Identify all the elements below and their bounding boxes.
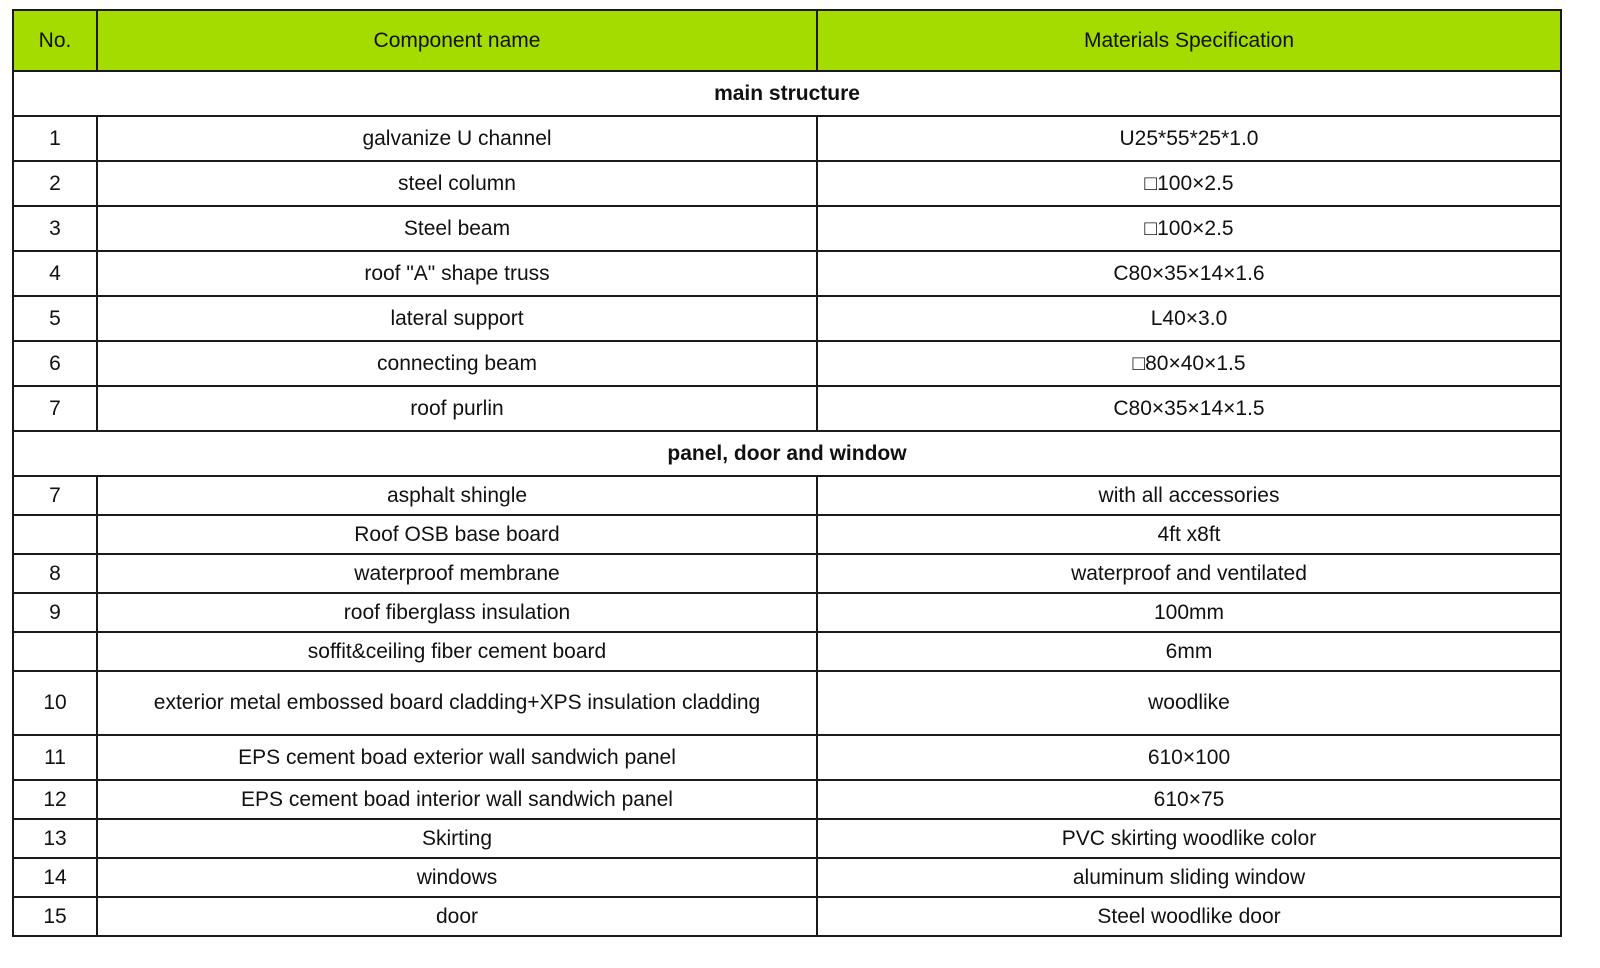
section-row-main-structure xyxy=(13,71,1561,116)
header-component-name: Component name xyxy=(97,10,817,71)
row-spec: □80×40×1.5 xyxy=(817,341,1561,386)
row-component: door xyxy=(97,897,817,936)
row-no: 12 xyxy=(13,780,97,819)
row-spec: C80×35×14×1.5 xyxy=(817,386,1561,431)
table-row xyxy=(13,161,1561,206)
table-row xyxy=(13,251,1561,296)
table-row xyxy=(13,858,1561,897)
row-no xyxy=(13,632,97,671)
header-materials-specification: Materials Specification xyxy=(817,10,1561,71)
row-spec: aluminum sliding window xyxy=(817,858,1561,897)
row-spec: waterproof and ventilated xyxy=(817,554,1561,593)
header-no: No. xyxy=(13,10,97,71)
section-title: main structure xyxy=(13,71,1561,116)
row-no: 4 xyxy=(13,251,97,296)
row-spec: 4ft x8ft xyxy=(817,515,1561,554)
row-component: soffit&ceiling fiber cement board xyxy=(97,632,817,671)
row-component: steel column xyxy=(97,161,817,206)
row-component: galvanize U channel xyxy=(97,116,817,161)
table-row xyxy=(13,341,1561,386)
row-no: 8 xyxy=(13,554,97,593)
table-row xyxy=(13,206,1561,251)
row-component: roof purlin xyxy=(97,386,817,431)
row-component: Steel beam xyxy=(97,206,817,251)
row-component: connecting beam xyxy=(97,341,817,386)
row-component: lateral support xyxy=(97,296,817,341)
table-row xyxy=(13,897,1561,936)
table-row xyxy=(13,780,1561,819)
row-no: 5 xyxy=(13,296,97,341)
row-spec: Steel woodlike door xyxy=(817,897,1561,936)
row-no: 6 xyxy=(13,341,97,386)
row-no: 3 xyxy=(13,206,97,251)
table-row xyxy=(13,116,1561,161)
row-spec: □100×2.5 xyxy=(817,206,1561,251)
row-no: 1 xyxy=(13,116,97,161)
row-component: waterproof membrane xyxy=(97,554,817,593)
row-component: roof "A" shape truss xyxy=(97,251,817,296)
table-row xyxy=(13,386,1561,431)
materials-specification-table xyxy=(12,9,1562,937)
row-component: EPS cement boad exterior wall sandwich panel xyxy=(97,735,817,780)
table-row xyxy=(13,593,1561,632)
row-no: 14 xyxy=(13,858,97,897)
table-row xyxy=(13,671,1561,735)
table-row xyxy=(13,632,1561,671)
row-component: EPS cement boad interior wall sandwich panel xyxy=(97,780,817,819)
row-spec: 610×100 xyxy=(817,735,1561,780)
table-row xyxy=(13,515,1561,554)
row-no: 13 xyxy=(13,819,97,858)
row-no: 15 xyxy=(13,897,97,936)
table-row xyxy=(13,476,1561,515)
table-row xyxy=(13,296,1561,341)
row-component: Skirting xyxy=(97,819,817,858)
row-spec: □100×2.5 xyxy=(817,161,1561,206)
table-row xyxy=(13,735,1561,780)
materials-table-wrapper xyxy=(12,9,1562,937)
row-component: asphalt shingle xyxy=(97,476,817,515)
row-spec: L40×3.0 xyxy=(817,296,1561,341)
row-spec: 6mm xyxy=(817,632,1561,671)
row-spec: PVC skirting woodlike color xyxy=(817,819,1561,858)
table-row xyxy=(13,554,1561,593)
table-row xyxy=(13,819,1561,858)
row-no: 11 xyxy=(13,735,97,780)
row-component: Roof OSB base board xyxy=(97,515,817,554)
table-header-row xyxy=(13,10,1561,71)
row-no: 10 xyxy=(13,671,97,735)
row-no: 2 xyxy=(13,161,97,206)
row-spec: with all accessories xyxy=(817,476,1561,515)
row-spec: 100mm xyxy=(817,593,1561,632)
row-no: 7 xyxy=(13,476,97,515)
row-no: 7 xyxy=(13,386,97,431)
section-title: panel, door and window xyxy=(13,431,1561,476)
row-component: exterior metal embossed board cladding+XPS insulation cladding xyxy=(97,671,817,735)
row-component: roof fiberglass insulation xyxy=(97,593,817,632)
row-no xyxy=(13,515,97,554)
row-spec: C80×35×14×1.6 xyxy=(817,251,1561,296)
row-spec: U25*55*25*1.0 xyxy=(817,116,1561,161)
section-row-panel-door-window xyxy=(13,431,1561,476)
row-component: windows xyxy=(97,858,817,897)
row-no: 9 xyxy=(13,593,97,632)
row-spec: 610×75 xyxy=(817,780,1561,819)
row-spec: woodlike xyxy=(817,671,1561,735)
